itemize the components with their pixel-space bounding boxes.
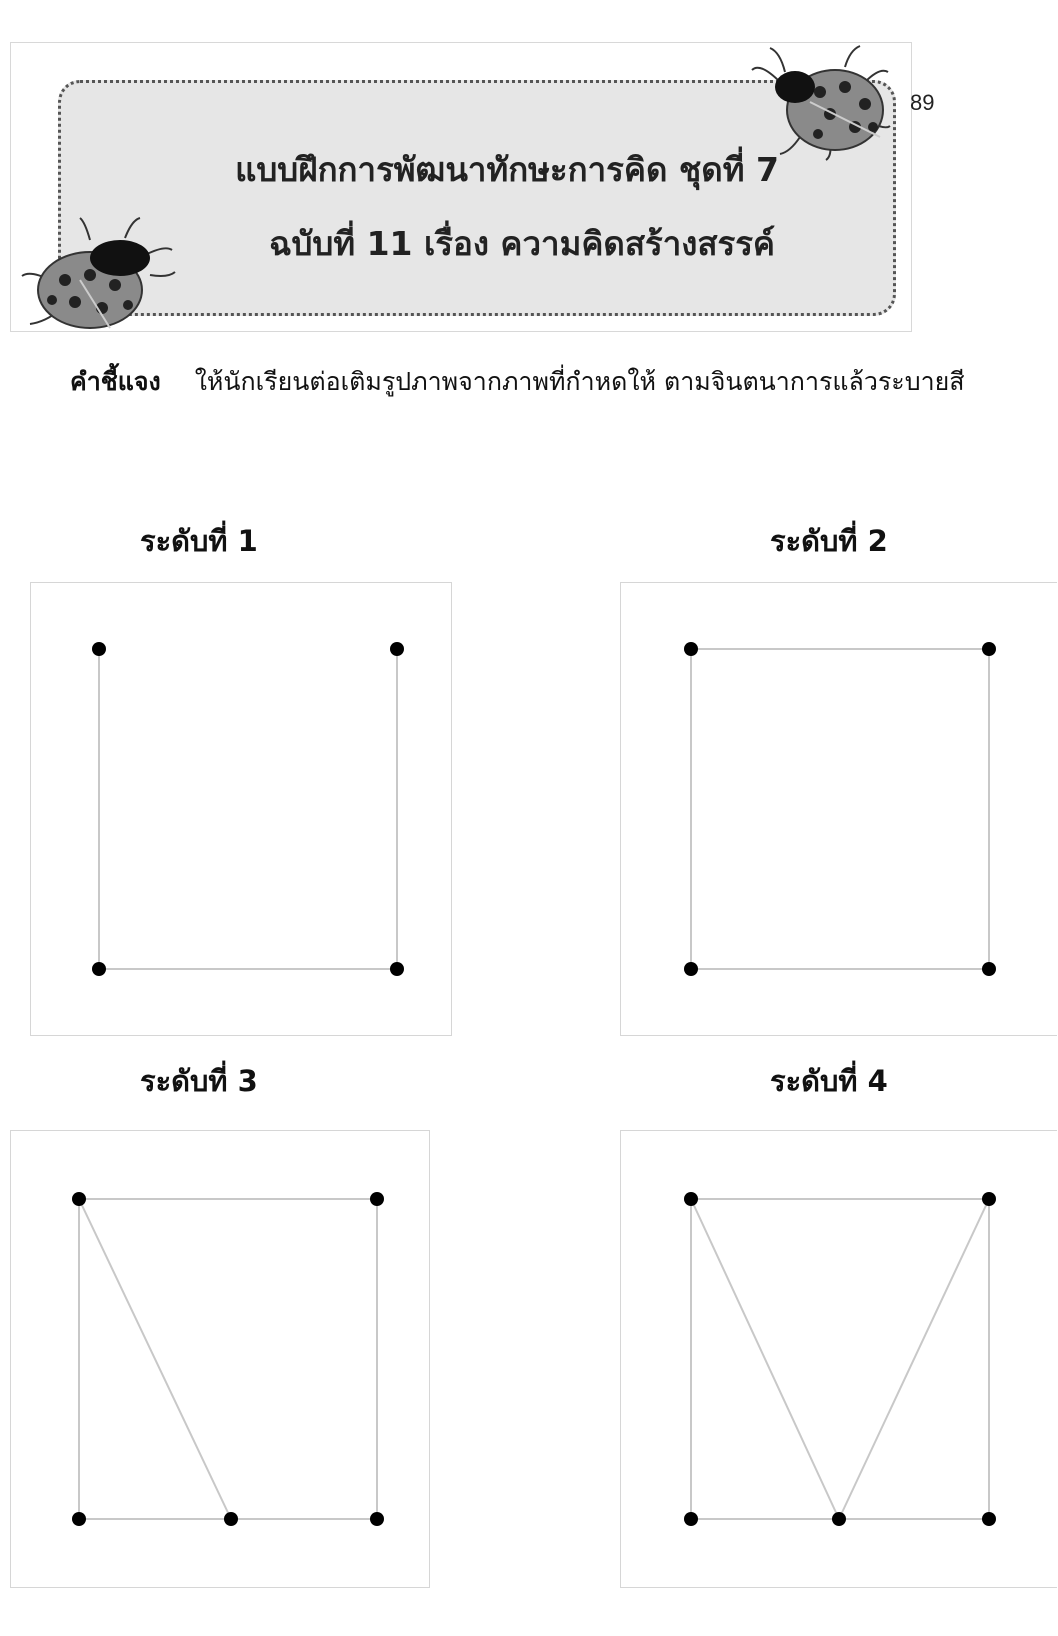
level-4-title: ระดับที่ 4: [770, 1064, 888, 1098]
level-2-figure: [621, 583, 1057, 1035]
dot: [832, 1512, 846, 1526]
dot: [390, 962, 404, 976]
title-line-1: แบบฝึกการพัฒนาทักษะการคิด ชุดที่ 7: [235, 150, 779, 189]
level-4-drawing-panel[interactable]: [620, 1130, 1057, 1588]
level-2-drawing-panel[interactable]: [620, 582, 1057, 1036]
dot: [92, 962, 106, 976]
level-3-drawing-panel[interactable]: [10, 1130, 430, 1588]
level-3-title: ระดับที่ 3: [140, 1064, 258, 1098]
title-line-2: ฉบับที่ 11 เรื่อง ความคิดสร้างสรรค์: [268, 224, 776, 263]
dot: [982, 642, 996, 656]
dot: [370, 1512, 384, 1526]
dot: [370, 1192, 384, 1206]
dot: [72, 1512, 86, 1526]
dot: [982, 1512, 996, 1526]
instruction: [70, 362, 965, 402]
level-2-title: ระดับที่ 2: [770, 524, 888, 558]
dot: [224, 1512, 238, 1526]
dot: [684, 642, 698, 656]
dot: [684, 1192, 698, 1206]
page-number: 89: [910, 90, 935, 115]
ladybug-top-icon: [740, 42, 900, 162]
level-1-title: ระดับที่ 1: [140, 524, 258, 558]
dot: [684, 1512, 698, 1526]
instruction-text: ให้นักเรียนต่อเติมรูปภาพจากภาพที่กำหดให้ ตามจินตนาการแล้วระบายสี: [194, 367, 965, 396]
instruction-label: คำชี้แจง: [70, 367, 161, 396]
level-1-figure: [31, 583, 451, 1035]
level-3-figure: [11, 1131, 429, 1587]
ladybug-bottom-icon: [20, 210, 180, 330]
level-1-drawing-panel[interactable]: [30, 582, 452, 1036]
dot: [390, 642, 404, 656]
dot: [684, 962, 698, 976]
level-4-figure: [621, 1131, 1057, 1587]
dot: [982, 1192, 996, 1206]
dot: [92, 642, 106, 656]
dot: [72, 1192, 86, 1206]
dot: [982, 962, 996, 976]
